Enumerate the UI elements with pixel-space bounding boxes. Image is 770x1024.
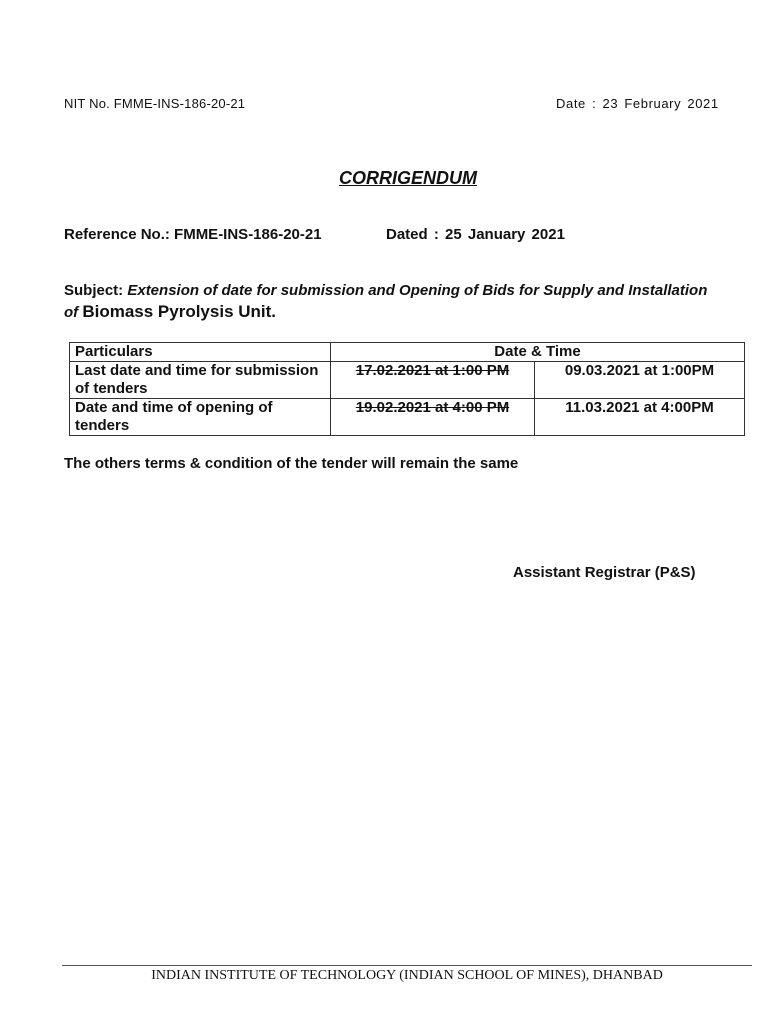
table-row (70, 362, 745, 399)
reference-number: Reference No.: FMME-INS-186-20-21 (64, 226, 322, 243)
row-particular: Last date and time for submission of tenders (70, 362, 331, 399)
subject-text: Extension of date for submission and Opening of Bids for Supply and Installation of (64, 282, 708, 321)
signatory: Assistant Registrar (P&S) (513, 564, 696, 581)
nit-number: NIT No. FMME-INS-186-20-21 (64, 96, 246, 111)
header-date-time: Date & Time (331, 343, 745, 362)
header-particulars: Particulars (70, 343, 331, 362)
subject-label: Subject: (64, 282, 128, 299)
schedule-table (69, 342, 745, 436)
table-header-row (70, 343, 745, 362)
old-date: 19.02.2021 at 4:00 PM (331, 399, 535, 436)
row-particular: Date and time of opening of tenders (70, 399, 331, 436)
document-title: CORRIGENDUM (339, 168, 477, 188)
footer-divider (62, 965, 752, 966)
subject-item: Biomass Pyrolysis Unit. (82, 302, 277, 321)
old-date: 17.02.2021 at 1:00 PM (331, 362, 535, 399)
document-date: Date : 23 February 2021 (556, 96, 719, 111)
table-row (70, 399, 745, 436)
subject-line (64, 280, 724, 323)
footer-institute: INDIAN INSTITUTE OF TECHNOLOGY (INDIAN SCHOOL OF MINES), DHANBAD (151, 968, 663, 983)
others-note: The others terms & condition of the tender will remain the same (64, 455, 519, 472)
new-date: 11.03.2021 at 4:00PM (535, 399, 745, 436)
reference-dated: Dated : 25 January 2021 (386, 226, 565, 243)
new-date: 09.03.2021 at 1:00PM (535, 362, 745, 399)
